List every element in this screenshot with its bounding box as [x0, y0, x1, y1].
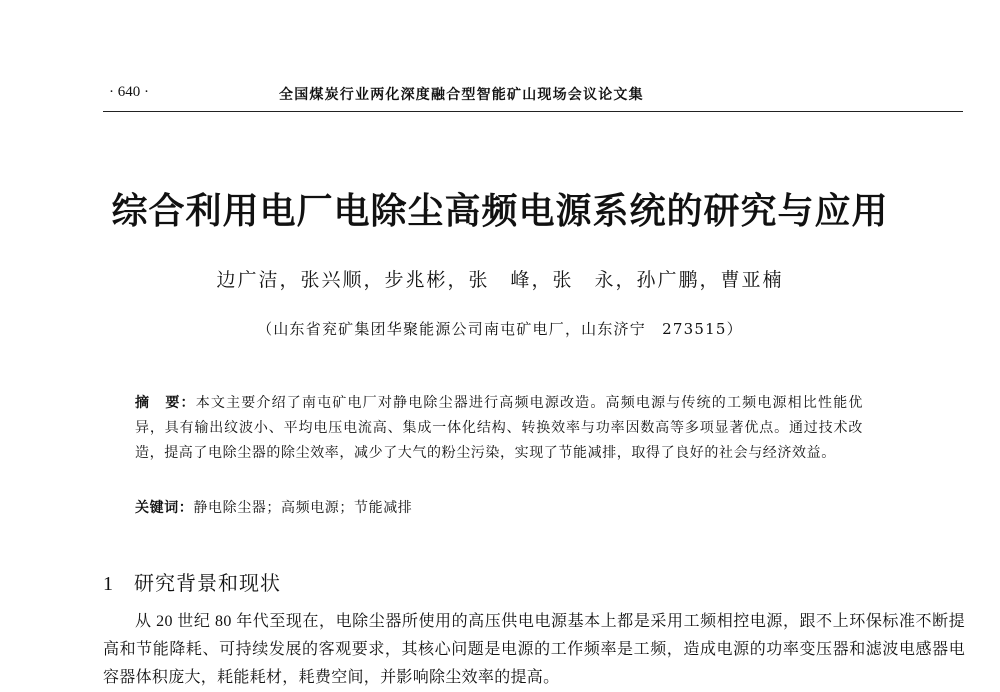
- section-number: 1: [103, 573, 114, 595]
- journal-title: 全国煤炭行业两化深度融合型智能矿山现场会议论文集: [279, 87, 644, 103]
- paper-title: 综合利用电厂电除尘高频电源系统的研究与应用: [111, 191, 889, 232]
- running-head: [103, 84, 963, 108]
- keywords: [135, 497, 863, 517]
- keywords-label: 关键词：: [135, 500, 194, 516]
- header-rule: [103, 111, 963, 112]
- affiliation: （山东省兖矿集团华聚能源公司南屯矿电厂，山东济宁 273515）: [257, 320, 743, 338]
- section-title: 研究背景和现状: [134, 571, 281, 595]
- keywords-text: 静电除尘器；高频电源；节能减排: [193, 500, 413, 516]
- page-number: · 640 ·: [109, 84, 149, 100]
- body-paragraph: 从 20 世纪 80 年代至现在，电除尘器所使用的高压供电电源基本上都是采用工频相控电源，跟不上环保标准不断提高和节能降耗、可持续发展的客观要求，其核心问题是电源的工作频率是工频，造成电源的功率变压器和滤波电感器电容器体积庞大，耗能耗材，耗费空间，并影响除尘效率的提高。: [103, 613, 965, 686]
- abstract-text: 本文主要介绍了南屯矿电厂对静电除尘器进行高频电源改造。高频电源与传统的工频电源相比性能优异，具有输出纹波小、平均电压电流高、集成一体化结构、转换效率与功率因数高等多项显著优点。通过技术改造，提高了电除尘器的除尘效率，减少了大气的粉尘污染，实现了节能减排，取得了良好的社会与经济效益。: [135, 395, 863, 461]
- abstract-label: 摘 要：: [135, 395, 196, 411]
- section-heading: [103, 567, 281, 596]
- author-list: 边广洁，张兴顺，步兆彬，张 峰，张 永，孙广鹏，曹亚楠: [216, 269, 784, 291]
- abstract: [135, 391, 863, 466]
